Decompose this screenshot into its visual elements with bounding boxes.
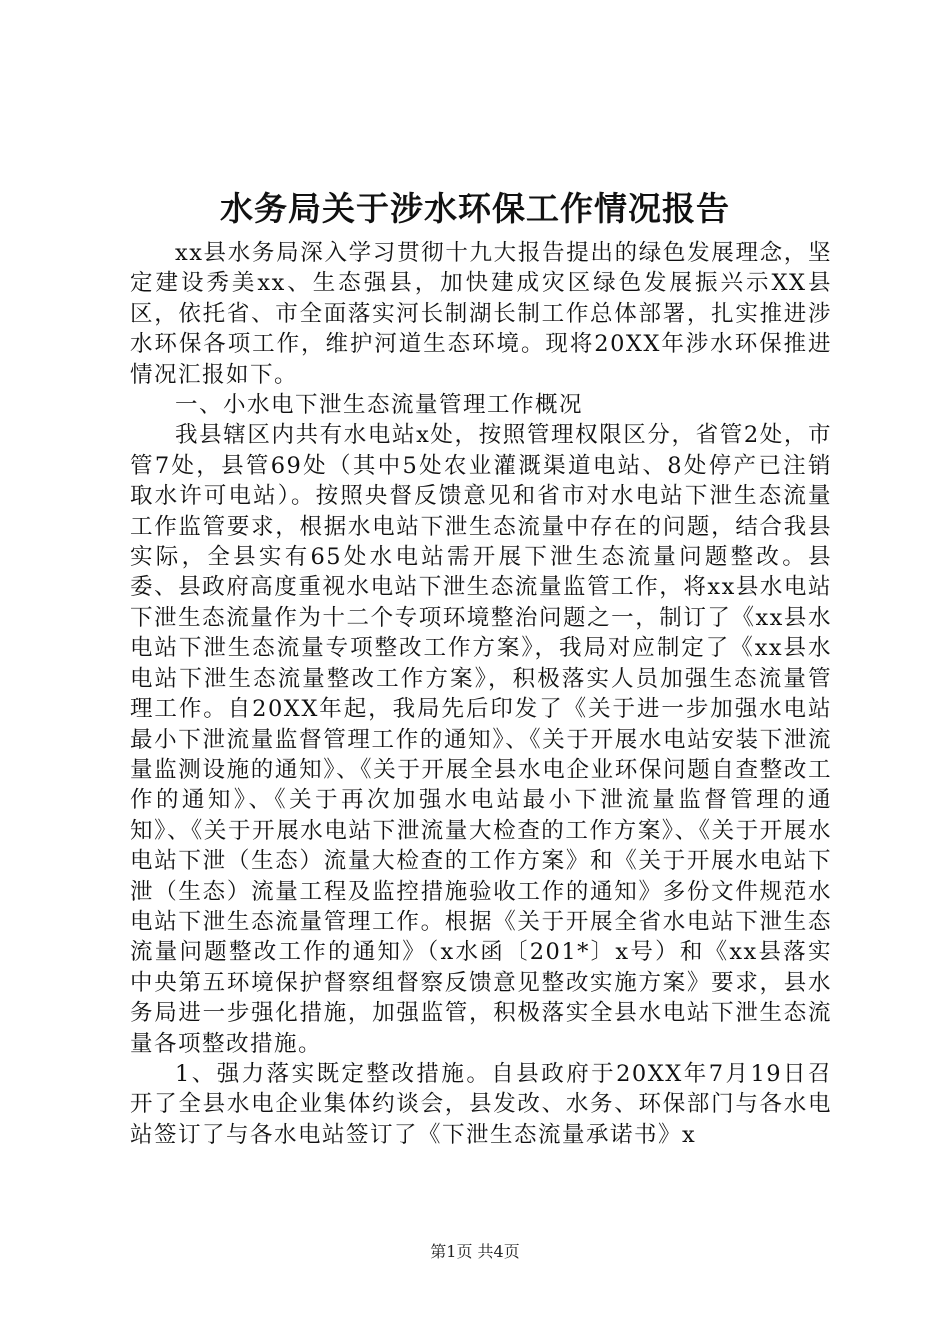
section-heading-1: 一、小水电下泄生态流量管理工作概况	[175, 392, 584, 419]
paragraph-overview: 我县辖区内共有水电站x处，按照管理权限区分，省管2处，市管7处，县管69处（其中5处农业灌溉渠道电站、8处停产已注销取水许可电站）。按照央督反馈意见和省市对水电站下泄生态流量工作监管要求，根据水电站下泄生态流量中存在的问题，结合我县实际，全县实有65处水电站需开展下泄生态流量问题整改。县委、县政府高度重视水电站下泄生态流量监管工作，将xx县水电站下泄生态流量作为十二个专项环境整治问题之一，制订了《xx县水电站下泄生态流量专项整改工作方案》，我局对应制定了《xx县水电站下泄生态流量整改工作方案》，积极落实人员加强生态流量管理工作。自20XX年起，我局先后印发了《关于进一步加强水电站最小下泄流量监督管理工作的通知》、《关于开展水电站安装下泄流量监测设施的通知》、《关于开展全县水电企业环保问题自查整改工作的通知》、《关于再次加强水电站最小下泄流量监督管理的通知》、《关于开展水电站下泄流量大检查的工作方案》、《关于开展水电站下泄（生态）流量大检查的工作方案》和《关于开展水电站下泄（生态）流量工程及监控措施验收工作的通知》多份文件规范水电站下泄生态流量管理工作。根据《关于开展全省水电站下泄生态流量问题整改工作的通知》（x水函〔201*〕x号）和《xx县落实中央第五环境保护督察组督察反馈意见整改实施方案》要求，县水务局进一步强化措施，加强监管，积极落实全县水电站下泄生态流量各项整改措施。	[130, 422, 832, 1057]
paragraph-measure-1: 1、强力落实既定整改措施。自县政府于20XX年7月19日召开了全县水电企业集体约谈会，县发改、水务、环保部门与各水电站签订了与各水电站签订了《下泄生态流量承诺书》x	[130, 1060, 832, 1148]
page-number-footer: 第1页 共4页	[430, 1242, 520, 1261]
document-title: 水务局关于涉水环保工作情况报告	[220, 189, 730, 228]
paragraph-intro: xx县水务局深入学习贯彻十九大报告提出的绿色发展理念，坚定建设秀美xx、生态强县，加快建成灾区绿色发展振兴示XX县区，依托省、市全面落实河长制湖长制工作总体部署，扎实推进涉水环保各项工作，维护河道生态环境。现将20XX年涉水环保推进情况汇报如下。	[130, 240, 832, 388]
document-body	[130, 238, 832, 1150]
